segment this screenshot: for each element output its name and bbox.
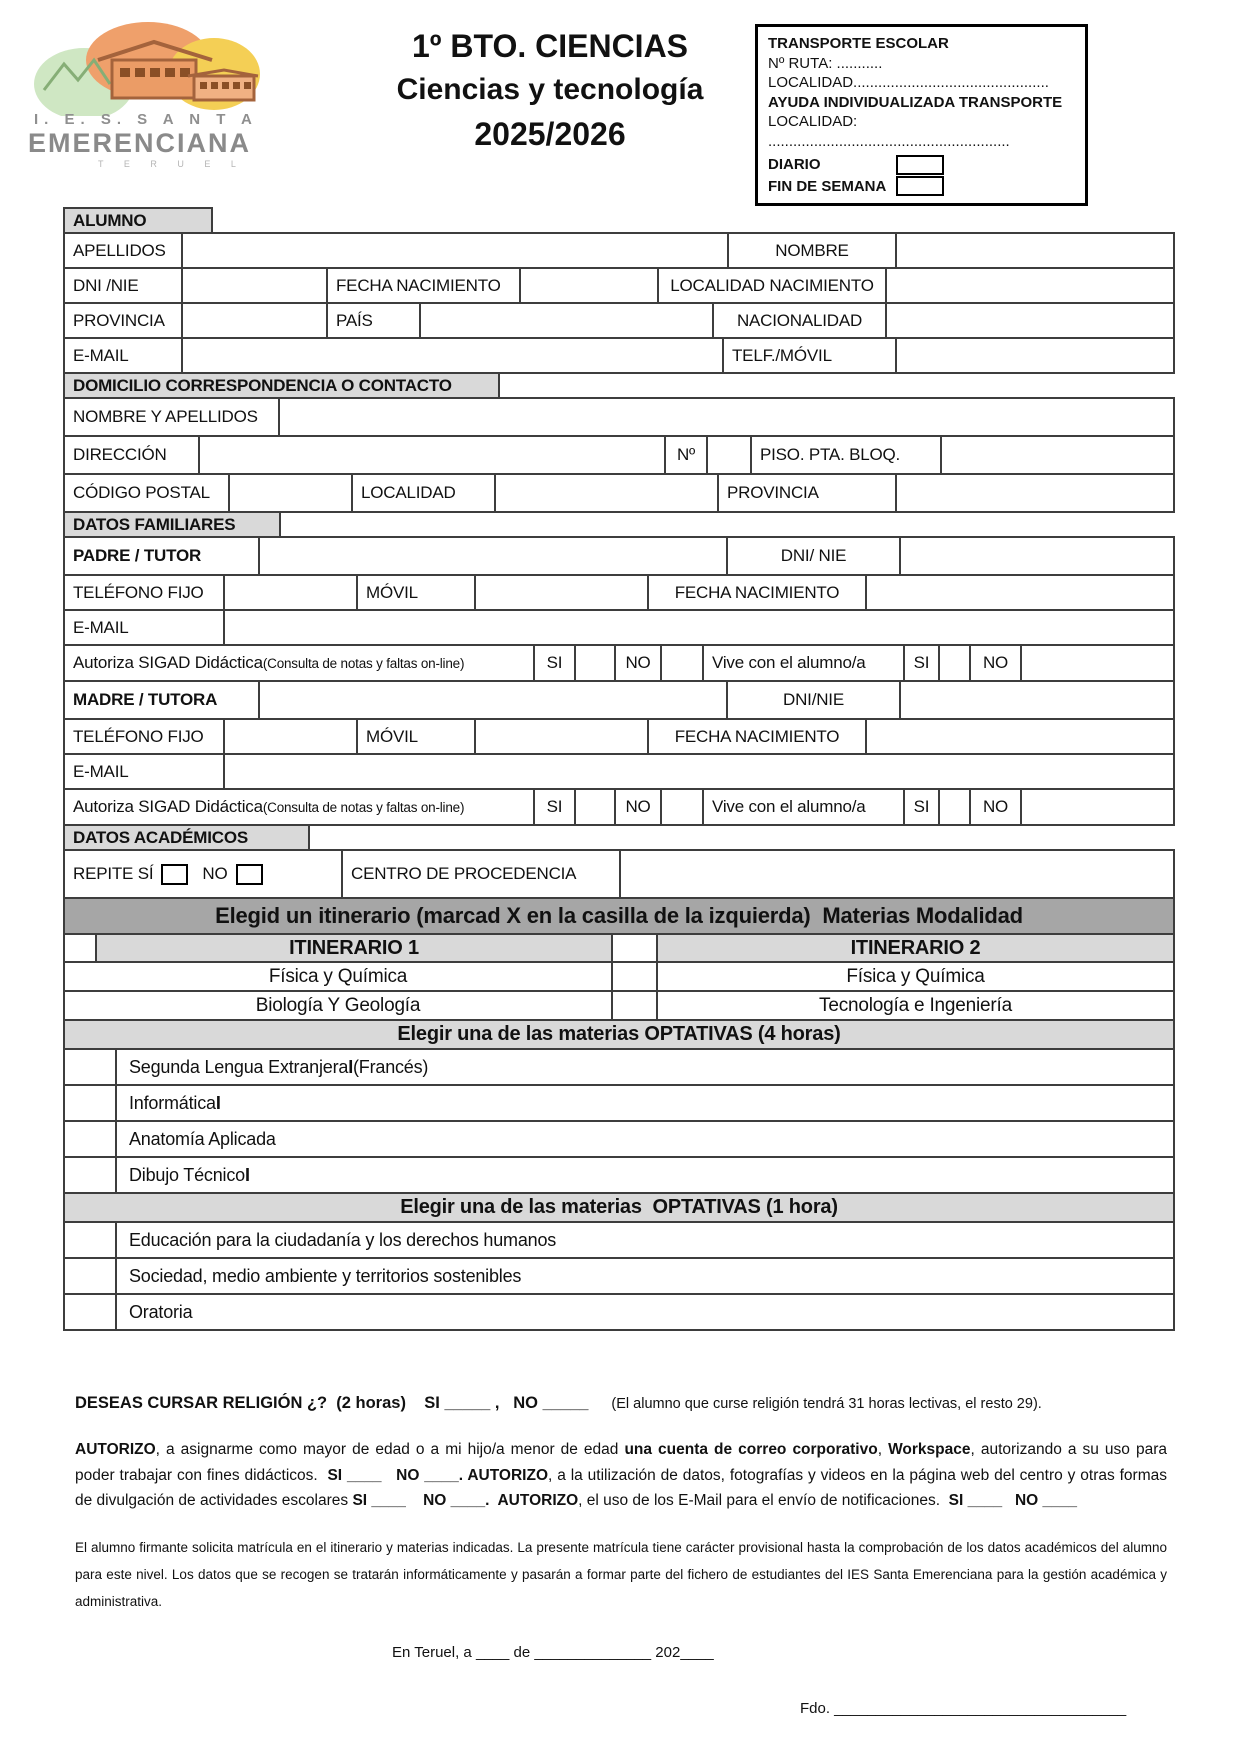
transport-title: TRANSPORTE ESCOLAR bbox=[768, 35, 949, 52]
optativa1-2-label: Sociedad, medio ambiente y territorios sostenibles bbox=[115, 1257, 1175, 1295]
transport-dotted-line[interactable]: .......................................................... bbox=[768, 132, 1010, 150]
numero-input[interactable] bbox=[706, 435, 752, 475]
padre-nombre-input[interactable] bbox=[258, 536, 728, 576]
optativa4-2-checkbox[interactable] bbox=[63, 1084, 117, 1122]
padre-fecha-label: FECHA NACIMIENTO bbox=[647, 574, 867, 611]
logo-text-ies-santa: I. E. S. S A N T A bbox=[34, 111, 258, 128]
madre-movil-input[interactable] bbox=[474, 718, 649, 755]
optativa4-2-label: Informática I bbox=[115, 1084, 1175, 1122]
madre-sigad-si-label: SI bbox=[533, 788, 576, 826]
padre-sigad-label: Autoriza SIGAD Didáctica (Consulta de notas y faltas on-line) bbox=[63, 644, 535, 682]
itinerario1-header: ITINERARIO 1 bbox=[95, 933, 613, 963]
padre-sigad-no-checkbox[interactable] bbox=[660, 644, 704, 682]
daily-label: DIARIO bbox=[768, 156, 821, 174]
madre-fecha-label: FECHA NACIMIENTO bbox=[647, 718, 867, 755]
padre-email-input[interactable] bbox=[223, 609, 1175, 646]
madre-movil-label: MÓVIL bbox=[356, 718, 476, 755]
optativa4-3-label: Anatomía Aplicada bbox=[115, 1120, 1175, 1158]
religion-question[interactable]: DESEAS CURSAR RELIGIÓN ¿? (2 horas) SI _____ , NO _____ (El alumno que curse religión tendrá 31 horas lectivas, el resto 29). bbox=[75, 1394, 1042, 1412]
madre-sigad-label: Autoriza SIGAD Didáctica (Consulta de notas y faltas on-line) bbox=[63, 788, 535, 826]
centro-procedencia-label: CENTRO DE PROCEDENCIA bbox=[341, 849, 621, 899]
form-title bbox=[375, 24, 725, 157]
repite-si-label: REPITE SÍ bbox=[73, 864, 154, 883]
madre-sigad-no-checkbox[interactable] bbox=[660, 788, 704, 826]
optativa1-3-checkbox[interactable] bbox=[63, 1293, 117, 1331]
section-header-alumno: ALUMNO bbox=[63, 207, 213, 234]
localidad-input[interactable] bbox=[494, 473, 719, 513]
centro-procedencia-input[interactable] bbox=[619, 849, 1175, 899]
transport-locality-line[interactable]: LOCALIDAD............................................... bbox=[768, 74, 1049, 91]
section-header-domicilio: DOMICILIO CORRESPONDENCIA O CONTACTO bbox=[63, 372, 500, 399]
repite-cell bbox=[63, 849, 343, 899]
padre-sigad-si-checkbox[interactable] bbox=[574, 644, 616, 682]
optativas4-band-title: Elegir una de las materias OPTATIVAS (4 horas) bbox=[63, 1019, 1175, 1050]
sigad-note: (Consulta de notas y faltas on-line) bbox=[262, 655, 465, 671]
padre-telefono-label: TELÉFONO FIJO bbox=[63, 574, 225, 611]
madre-email-input[interactable] bbox=[223, 753, 1175, 790]
section-header-familiares: DATOS FAMILIARES bbox=[63, 511, 281, 538]
repite-si-checkbox[interactable] bbox=[161, 864, 188, 885]
padre-movil-label: MÓVIL bbox=[356, 574, 476, 611]
padre-vive-label: Vive con el alumno/a bbox=[702, 644, 905, 682]
fecha-nacimiento-label: FECHA NACIMIENTO bbox=[326, 267, 521, 304]
weekend-checkbox[interactable] bbox=[896, 176, 944, 196]
madre-telefono-label: TELÉFONO FIJO bbox=[63, 718, 225, 755]
authorizations-paragraph[interactable]: AUTORIZO, a asignarme como mayor de edad o a mi hijo/a menor de edad una cuenta de correo corporativo, Workspace, autorizando a su uso para poder trabajar con fines didácticos. SI ____ NO ____. AUTORIZO, a la utilización de datos, fotografías y videos en la página web del centro y otras formas de divulgación de actividades escolares SI ____ NO ____. AUTORIZO, el uso de los E-Mail para el envío de notificaciones. SI ____ NO ____ bbox=[75, 1441, 1172, 1510]
padre-telefono-input[interactable] bbox=[223, 574, 358, 611]
madre-telefono-input[interactable] bbox=[223, 718, 358, 755]
direccion-label: DIRECCIÓN bbox=[63, 435, 200, 475]
optativa1-2-checkbox[interactable] bbox=[63, 1257, 117, 1295]
madre-nombre-input[interactable] bbox=[258, 680, 728, 720]
padre-email-label: E-MAIL bbox=[63, 609, 225, 646]
madre-label: MADRE / TUTORA bbox=[63, 680, 260, 720]
padre-dni-input[interactable] bbox=[899, 536, 1175, 576]
title-year: 2025/2026 bbox=[474, 116, 626, 153]
fecha-nacimiento-input[interactable] bbox=[519, 267, 659, 304]
localidad-nacimiento-label: LOCALIDAD NACIMIENTO bbox=[657, 267, 887, 304]
transport-locality2-label: LOCALIDAD: bbox=[768, 113, 858, 130]
transport-box bbox=[755, 24, 1088, 206]
telefono-input[interactable] bbox=[895, 337, 1175, 374]
codigo-postal-input[interactable] bbox=[228, 473, 353, 513]
telefono-label: TELF./MÓVIL bbox=[722, 337, 897, 374]
padre-sigad-no-label: NO bbox=[614, 644, 662, 682]
itinerario-band-title: Elegid un itinerario (marcad X en la casilla de la izquierda) Materias Modalidad bbox=[63, 897, 1175, 935]
direccion-input[interactable] bbox=[198, 435, 666, 475]
dni-input[interactable] bbox=[181, 267, 328, 304]
it2-spacer-cell[interactable] bbox=[611, 990, 658, 1021]
it1-materia-1: Física y Química bbox=[63, 961, 613, 992]
title-modality: Ciencias y tecnología bbox=[396, 73, 704, 107]
section-header-academicos: DATOS ACADÉMICOS bbox=[63, 824, 310, 851]
optativa4-4-checkbox[interactable] bbox=[63, 1156, 117, 1194]
madre-vive-si-checkbox[interactable] bbox=[938, 788, 971, 826]
signature-line[interactable]: Fdo. ___________________________________ bbox=[800, 1700, 1127, 1717]
contacto-nombre-label: NOMBRE Y APELLIDOS bbox=[63, 397, 280, 437]
piso-input[interactable] bbox=[940, 435, 1175, 475]
madre-vive-no-label: NO bbox=[969, 788, 1022, 826]
madre-dni-input[interactable] bbox=[899, 680, 1175, 720]
nombre-label: NOMBRE bbox=[727, 232, 897, 269]
madre-dni-label: DNI/NIE bbox=[726, 680, 901, 720]
padre-vive-si-checkbox[interactable] bbox=[938, 644, 971, 682]
enrollment-table bbox=[63, 207, 1175, 1331]
optativa4-3-checkbox[interactable] bbox=[63, 1120, 117, 1158]
padre-vive-no-label: NO bbox=[969, 644, 1022, 682]
repite-no-label: NO bbox=[202, 864, 228, 883]
padre-movil-input[interactable] bbox=[474, 574, 649, 611]
codigo-postal-label: CÓDIGO POSTAL bbox=[63, 473, 230, 513]
it1-materia-2: Biología Y Geología bbox=[63, 990, 613, 1021]
contacto-nombre-input[interactable] bbox=[278, 397, 1175, 437]
provincia-dom-input[interactable] bbox=[895, 473, 1175, 513]
itinerario1-checkbox[interactable] bbox=[63, 933, 97, 963]
provincia-label: PROVINCIA bbox=[63, 302, 183, 339]
pais-label: PAÍS bbox=[326, 302, 421, 339]
logo-text-emerenciana: EMERENCIANA bbox=[28, 128, 252, 158]
title-course: 1º BTO. CIENCIAS bbox=[411, 28, 689, 64]
date-line[interactable]: En Teruel, a ____ de ______________ 202____ bbox=[392, 1644, 714, 1661]
optativa1-3-label: Oratoria bbox=[115, 1293, 1175, 1331]
madre-vive-label: Vive con el alumno/a bbox=[702, 788, 905, 826]
nacionalidad-input[interactable] bbox=[885, 302, 1175, 339]
it2-materia-2: Tecnología e Ingeniería bbox=[656, 990, 1175, 1021]
footer-text-block bbox=[75, 1394, 1172, 1615]
sigad-note: (Consulta de notas y faltas on-line) bbox=[262, 799, 465, 815]
padre-sigad-si-label: SI bbox=[533, 644, 576, 682]
dni-label: DNI /NIE bbox=[63, 267, 183, 304]
pais-input[interactable] bbox=[419, 302, 714, 339]
school-logo bbox=[26, 18, 266, 169]
madre-vive-no-checkbox[interactable] bbox=[1020, 788, 1175, 826]
provincia-input[interactable] bbox=[181, 302, 328, 339]
logo-text-teruel: T E R U E L bbox=[98, 159, 245, 169]
padre-fecha-input[interactable] bbox=[865, 574, 1175, 611]
school-logo-graphic bbox=[26, 18, 266, 116]
it2-materia-1: Física y Química bbox=[656, 961, 1175, 992]
madre-email-label: E-MAIL bbox=[63, 753, 225, 790]
localidad-nacimiento-input[interactable] bbox=[885, 267, 1175, 304]
padre-dni-label: DNI/ NIE bbox=[726, 536, 901, 576]
optativa4-4-label: Dibujo Técnico I bbox=[115, 1156, 1175, 1194]
optativa4-1-checkbox[interactable] bbox=[63, 1048, 117, 1086]
daily-checkbox[interactable] bbox=[896, 155, 944, 175]
apellidos-input[interactable] bbox=[181, 232, 729, 269]
optativas1-band-title: Elegir una de las materias OPTATIVAS (1 hora) bbox=[63, 1192, 1175, 1223]
optativa1-1-checkbox[interactable] bbox=[63, 1221, 117, 1259]
madre-sigad-si-checkbox[interactable] bbox=[574, 788, 616, 826]
weekend-label: FIN DE SEMANA bbox=[768, 178, 887, 196]
piso-label: PISO. PTA. BLOQ. bbox=[750, 435, 942, 475]
numero-label: Nº bbox=[664, 435, 708, 475]
transport-route-line[interactable]: Nº RUTA: ........... bbox=[768, 54, 883, 72]
padre-vive-no-checkbox[interactable] bbox=[1020, 644, 1175, 682]
itinerario2-header: ITINERARIO 2 bbox=[656, 933, 1175, 963]
email-input[interactable] bbox=[181, 337, 724, 374]
nombre-input[interactable] bbox=[895, 232, 1175, 269]
optativa4-1-label: Segunda Lengua Extranjera I (Francés) bbox=[115, 1048, 1175, 1086]
padre-label: PADRE / TUTOR bbox=[63, 536, 260, 576]
it2-spacer-cell[interactable] bbox=[611, 961, 658, 992]
itinerario2-checkbox[interactable] bbox=[611, 933, 658, 963]
madre-fecha-input[interactable] bbox=[865, 718, 1175, 755]
madre-sigad-no-label: NO bbox=[614, 788, 662, 826]
padre-vive-si-label: SI bbox=[903, 644, 940, 682]
email-label: E-MAIL bbox=[63, 337, 183, 374]
localidad-label: LOCALIDAD bbox=[351, 473, 496, 513]
transport-aid-title: AYUDA INDIVIDUALIZADA TRANSPORTE bbox=[768, 93, 1063, 111]
nacionalidad-label: NACIONALIDAD bbox=[712, 302, 887, 339]
legal-notice: El alumno firmante solicita matrícula en el itinerario y materias indicadas. La presente matrícula tiene carácter provisional hasta la comprobación de los datos académicos del alumno para este nivel. Los datos que se recogen se tratarán informáticamente y pasarán a formar parte del fichero de estudiantes del IES Santa Emerenciana para la gestión académica y administrativa. bbox=[75, 1539, 1167, 1609]
provincia-dom-label: PROVINCIA bbox=[717, 473, 897, 513]
madre-vive-si-label: SI bbox=[903, 788, 940, 826]
apellidos-label: APELLIDOS bbox=[63, 232, 183, 269]
repite-no-checkbox[interactable] bbox=[236, 864, 263, 885]
optativa1-1-label: Educación para la ciudadanía y los derechos humanos bbox=[115, 1221, 1175, 1259]
